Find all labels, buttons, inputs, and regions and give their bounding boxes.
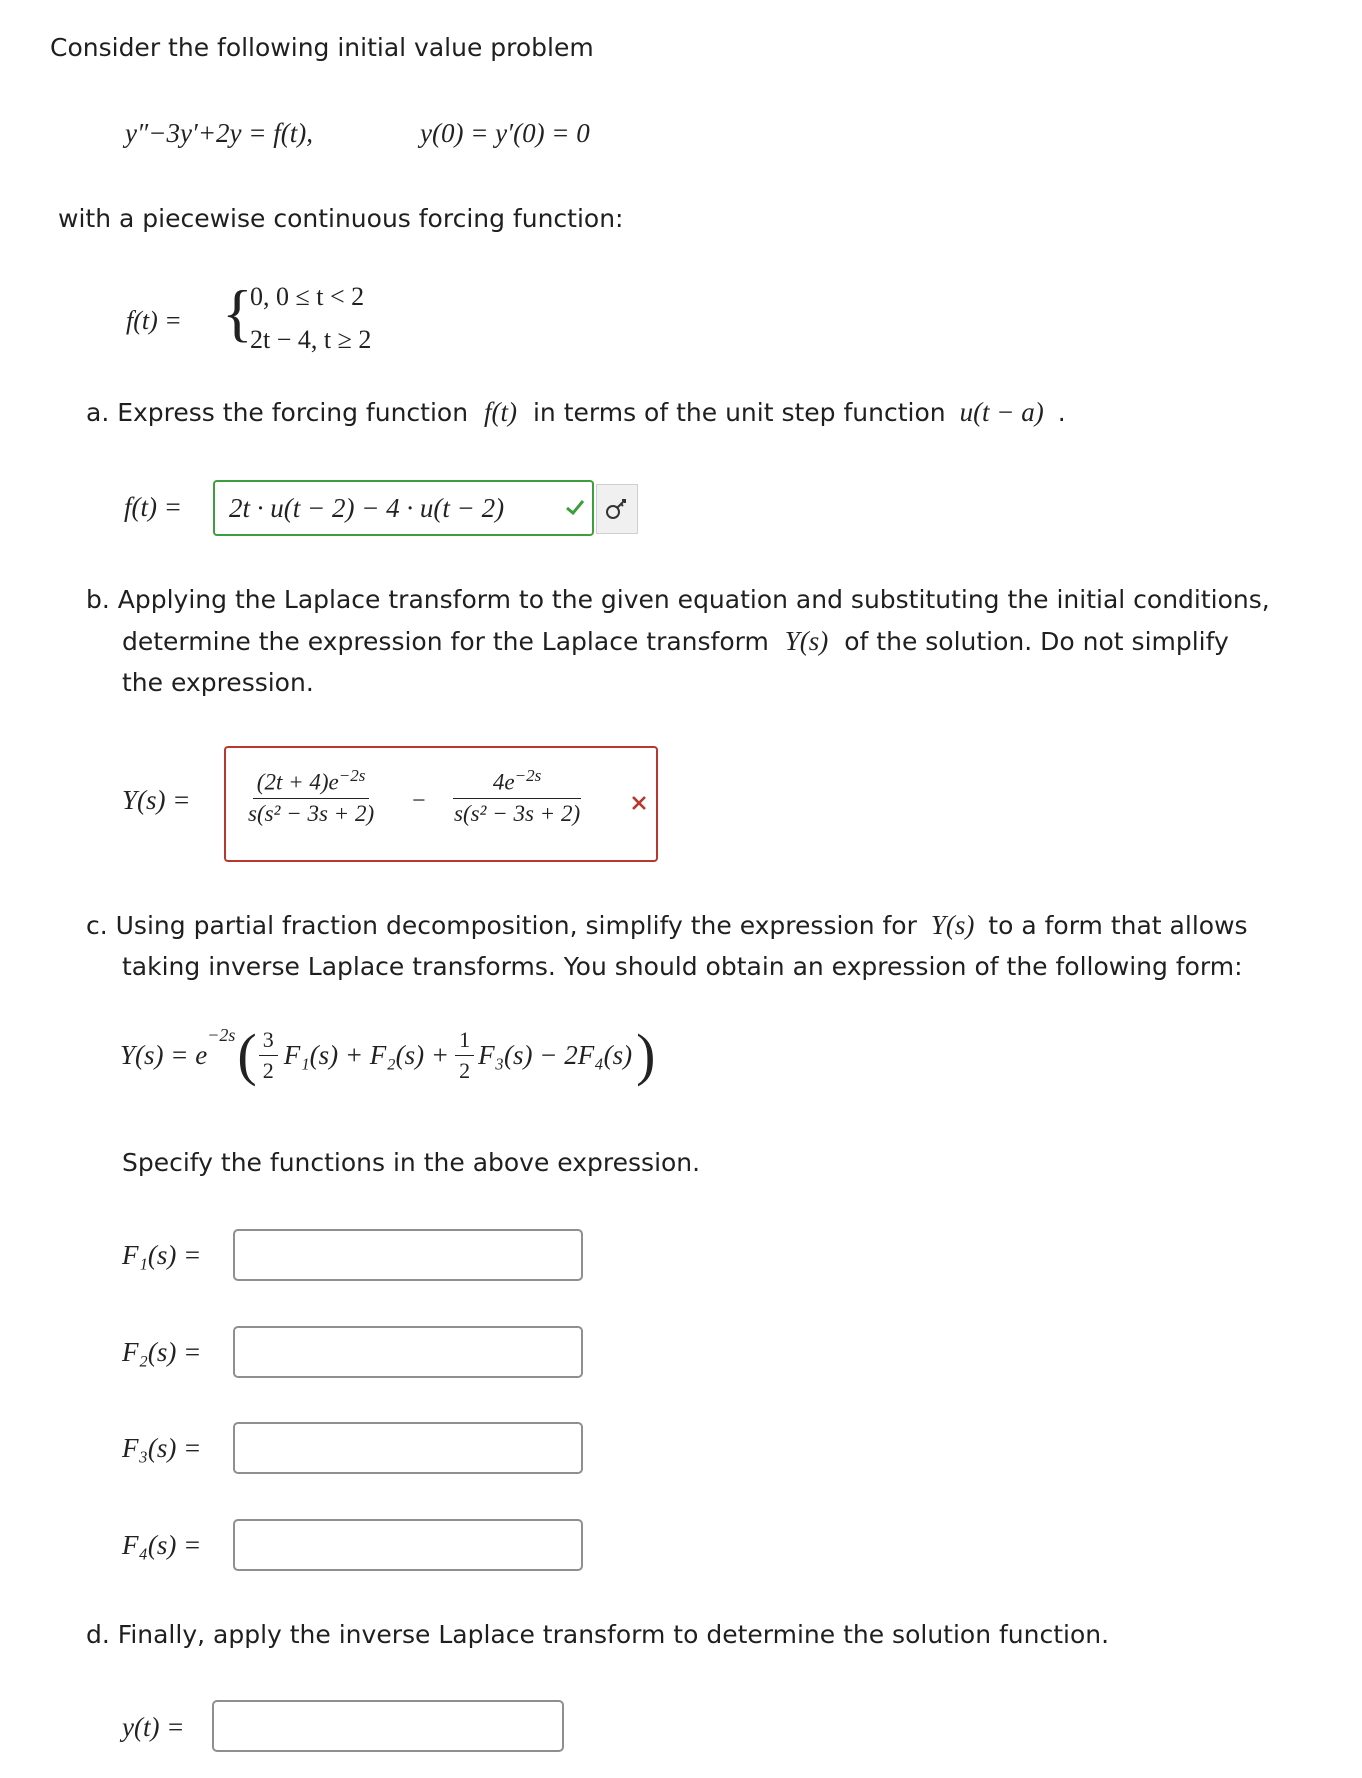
f3-input[interactable] [233,1422,583,1474]
part-b-frac2-num: 4e [492,769,515,795]
part-b-line-2-suffix: of the solution. Do not simplify [844,627,1229,656]
part-c-formula [120,1022,656,1087]
part-a-answer: 2t · u(t − 2) − 4 · u(t − 2) [229,492,505,523]
part-b-frac1-num: (2t + 4)e [256,769,339,795]
formula-left-paren: ( [237,1022,257,1087]
part-b-frac1-exp: −2s [338,766,366,785]
part-b-fraction-2 [450,766,584,827]
formula-c2-num: 1 [455,1027,474,1056]
formula-c2-den: 2 [459,1057,471,1083]
part-b-fraction-1 [244,766,378,827]
part-a-fn: f(t) [484,397,518,427]
key-icon[interactable] [596,484,638,534]
part-b-frac1-den: s(s² − 3s + 2) [248,800,375,826]
formula-tail: F₃(s) − 2F₄(s) [478,1039,633,1070]
part-b-frac2-exp: −2s [514,766,542,785]
y-input[interactable] [212,1700,564,1752]
part-b-line-3: the expression. [122,668,314,697]
part-c-specify: Specify the functions in the above expression. [122,1148,701,1177]
part-a-answer-box[interactable] [213,480,594,536]
formula-right-paren: ) [636,1022,656,1087]
part-b-lhs: Y(s) = [122,785,191,815]
part-a-lhs: f(t) = [124,492,182,522]
f2-input[interactable] [233,1326,583,1378]
cross-icon [630,794,648,816]
part-b-frac2-den: s(s² − 3s + 2) [454,800,581,826]
piecewise-lhs: f(t) = [126,306,182,335]
formula-exp: −2s [207,1025,236,1045]
part-b-fn: Y(s) [784,626,829,656]
part-b-answer-box[interactable] [224,746,658,862]
f3-label: F₃(s) = [122,1433,202,1463]
f1-input[interactable] [233,1229,583,1281]
part-b-line-1: b. Applying the Laplace transform to the given equation and substituting the initial conditions, [86,585,1270,614]
part-a-prefix: a. Express the forcing function [86,398,469,427]
f2-label: F₂(s) = [122,1337,202,1367]
check-icon [564,496,586,522]
f4-input[interactable] [233,1519,583,1571]
part-d-text: d. Finally, apply the inverse Laplace transform to determine the solution function. [86,1620,1110,1649]
ode-equation: y″−3y′+2y = f(t), [125,118,313,148]
part-a-suffix: . [1057,398,1066,427]
formula-mid: F₁(s) + F₂(s) + [283,1039,450,1070]
formula-c1-num: 3 [259,1027,278,1056]
piecewise-case-1: 0, 0 ≤ t < 2 [250,282,365,311]
part-c-line-1-prefix: c. Using partial fraction decomposition, simplify the expression for [86,911,917,940]
f4-label: F₄(s) = [122,1530,202,1560]
part-c-line-1 [86,910,1248,941]
piecewise-brace: { [222,277,253,348]
forcing-intro-text: with a piecewise continuous forcing function: [58,204,624,233]
part-a-step: u(t − a) [959,397,1044,427]
part-a-question [86,397,1066,428]
part-a-middle: in terms of the unit step function [532,398,946,427]
intro-text: Consider the following initial value problem [50,33,594,62]
part-b-line-2-prefix: determine the expression for the Laplace transform [122,627,769,656]
ode-conditions: y(0) = y′(0) = 0 [420,118,590,148]
piecewise-case-2: 2t − 4, t ≥ 2 [250,325,372,354]
part-b-line-2 [122,626,1229,657]
part-c-line-1-suffix: to a form that allows [988,911,1248,940]
part-c-line-2: taking inverse Laplace transforms. You should obtain an expression of the following form: [122,952,1243,981]
f1-label: F₁(s) = [122,1240,202,1270]
part-c-fn: Y(s) [930,910,975,940]
y-label: y(t) = [122,1712,185,1742]
formula-c1-den: 2 [262,1057,274,1083]
part-b-minus: − [412,788,426,814]
formula-lhs: Y(s) = e [120,1039,208,1070]
